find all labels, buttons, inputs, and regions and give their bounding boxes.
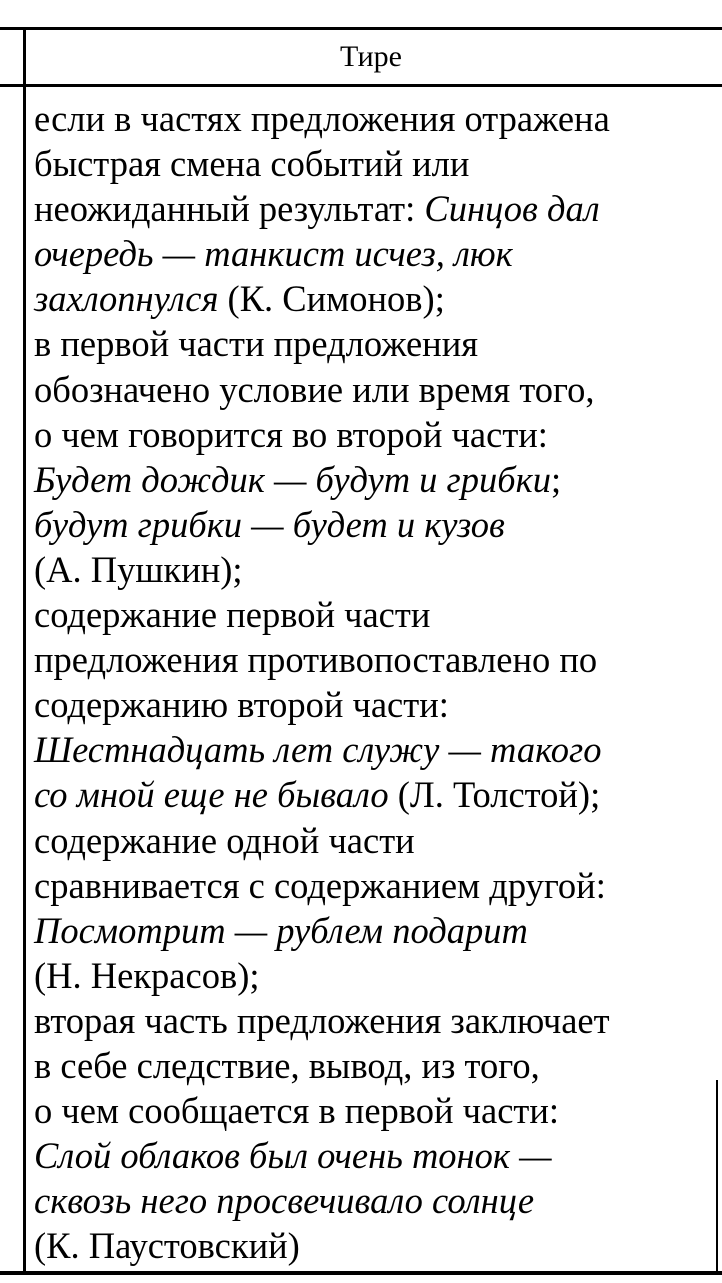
example-text: Слой облаков был очень тонок —: [34, 1135, 552, 1177]
text-line: [34, 547, 718, 592]
rule-text: если в частях предложения отражена: [34, 98, 610, 139]
rule-text: (К. Симонов);: [218, 278, 445, 320]
example-text: очередь — танкист исчез, люк: [34, 233, 513, 275]
rule-text: в первой части предложения: [34, 323, 479, 365]
text-line: [34, 592, 718, 637]
text-line: [34, 1223, 718, 1268]
rule-text: в себе следствие, вывод, из того,: [34, 1044, 540, 1086]
rule-text: быстрая смена событий или: [34, 143, 470, 185]
rule-text: предложения противопоставлено по: [34, 639, 598, 681]
text-line: [34, 96, 718, 141]
rule-text: ;: [550, 458, 562, 500]
text-line: [34, 1043, 718, 1088]
rule-text: сравнивается с содержанием другой:: [34, 864, 606, 906]
text-line: [34, 863, 718, 908]
text-line: [34, 682, 718, 727]
example-text: Синцов дал: [424, 188, 600, 230]
text-line: [34, 908, 718, 953]
table-bottom-border: [0, 1271, 722, 1275]
rule-text: (Н. Некрасов);: [34, 954, 260, 996]
rule-text: содержание первой части: [34, 594, 431, 636]
example-text: Посмотрит — рублем подарит: [34, 909, 528, 951]
text-line: [34, 276, 718, 321]
text-line: [34, 1133, 718, 1178]
text-line: [34, 727, 718, 772]
text-line: [34, 321, 718, 366]
rule-text: (К. Паустовский): [34, 1225, 300, 1267]
text-line: [34, 1088, 718, 1133]
example-text: Будет дождик — будут и грибки: [34, 458, 551, 500]
text-line: [34, 998, 718, 1043]
example-text: со мной еще не бывало: [34, 774, 389, 816]
text-line: [34, 502, 718, 547]
example-text: захлопнулся: [34, 278, 219, 320]
rule-text: вторая часть предложения заключает: [34, 999, 610, 1041]
text-line: [34, 818, 718, 863]
rule-text: о чем сообщается в первой части:: [34, 1090, 560, 1132]
text-line: [34, 953, 718, 998]
rule-text: (А. Пушкин);: [34, 548, 243, 590]
text-line: [34, 772, 718, 817]
header-bottom-border: [0, 84, 722, 87]
text-line: [34, 1178, 718, 1223]
example-text: сквозь него просвечивало солнце: [34, 1180, 535, 1222]
example-text: будут грибки — будет и кузов: [34, 503, 505, 545]
text-line: [34, 637, 718, 682]
rules-content-cell: [34, 96, 718, 1268]
text-line: [34, 231, 718, 276]
rule-text: неожиданный результат:: [34, 188, 425, 230]
rule-text: содержанию второй части:: [34, 684, 449, 726]
text-line: [34, 186, 718, 231]
text-line: [34, 367, 718, 412]
rule-text: обозначено условие или время того,: [34, 368, 595, 410]
text-line: [34, 141, 718, 186]
example-text: Шестнадцать лет служу — такого: [34, 729, 602, 771]
rule-text: содержание одной части: [34, 819, 415, 861]
rule-text: о чем говорится во второй части:: [34, 413, 548, 455]
column-divider: [23, 28, 26, 1274]
column-header-dash: Тире: [340, 40, 402, 73]
rule-text: (Л. Толстой);: [388, 774, 601, 816]
text-line: [34, 412, 718, 457]
text-line: [34, 457, 718, 502]
